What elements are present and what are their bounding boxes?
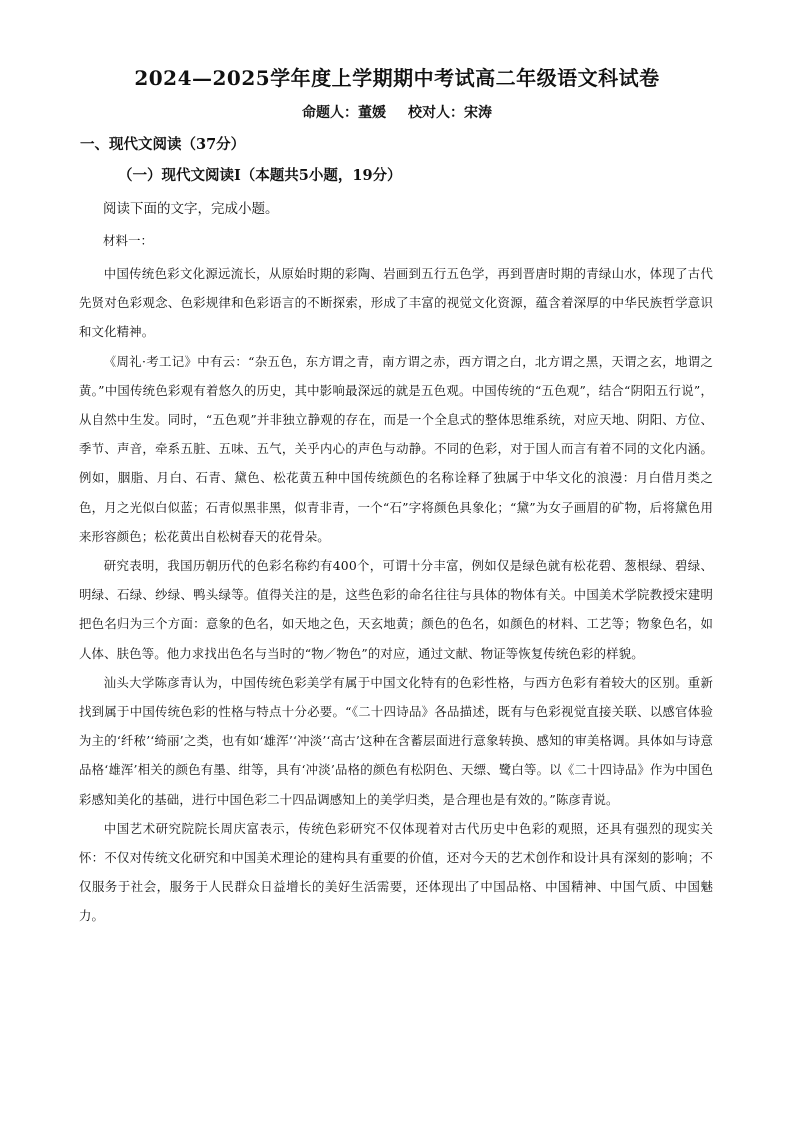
reviewer-name: 校对人：宋涛: [408, 105, 492, 121]
passage-body: [79, 259, 713, 931]
passage-paragraph: 中国艺术研究院院长周庆富表示，传统色彩研究不仅体现着对古代历史中色彩的观照，还具有强烈的现实关怀：不仅对传统文化研究和中国美术理论的建构具有重要的价值，还对今天的艺术创作和设计具有深刻的影响；不仅服务于社会，服务于人民群众日益增长的美好生活需要，还体现出了中国品格、中国精神、中国气质、中国魅力。: [79, 820, 713, 924]
exam-title: 2024—2025学年度上学期期中考试高二年级语文科试卷: [134, 66, 660, 90]
material-label: 材料一：: [103, 233, 154, 248]
subsection-heading: （一）现代文阅读Ⅰ（本题共5小题，19分）: [118, 167, 402, 184]
passage-paragraph: 汕头大学陈彦青认为，中国传统色彩美学有属于中国文化特有的色彩性格，与西方色彩有着较大的区别。重新找到属于中国传统色彩的性格与特点十分必要。“《二十四诗品》各品描述，既有与色彩视觉直接关联、以感官体验为主的‘纤秾’‘绮丽’之类，也有如‘雄浑’‘冲淡’‘高古’这种在含蓄层面进行意象转换、感知的审美格调。具体如与诗意品格‘雄浑’相关的颜色有墨、绀等，具有‘冲淡’品格的颜色有松阴色、天缥、鹭白等。以《二十四诗品》作为中国色彩感知美化的基础，进行中国色彩二十四品调感知上的美学归类，是合理也是有效的。”陈彦青说。: [79, 674, 713, 807]
passage-paragraph: 研究表明，我国历朝历代的色彩名称约有400个，可谓十分丰富，例如仅是绿色就有松花碧、葱根绿、碧绿、明绿、石绿、纱绿、鸭头绿等。值得关注的是，这些色彩的命名往往与具体的物体有关。中国美术学院教授宋建明把色名归为三个方面：意象的色名，如天地之色，天玄地黄；颜色的色名，如颜色的材料、工艺等；物象色名，如人体、肤色等。他力求找出色名与当时的“物／物色”的对应，通过文献、物证等恢复传统色彩的样貌。: [79, 558, 713, 661]
author-name: 命题人：董媛: [302, 105, 386, 121]
author-line: [0, 103, 794, 123]
passage-paragraph: 中国传统色彩文化源远流长，从原始时期的彩陶、岩画到五行五色学，再到晋唐时期的青绿山水，体现了古代先贤对色彩观念、色彩规律和色彩语言的不断探索，形成了丰富的视觉文化资源，蕴含着深厚的中华民族哲学意识和文化精神。: [79, 266, 713, 340]
reading-instruction: 阅读下面的文字，完成小题。: [103, 201, 279, 217]
passage-paragraph: 《周礼·考工记》中有云：“杂五色，东方谓之青，南方谓之赤，西方谓之白，北方谓之黑，天谓之玄，地谓之黄。”中国传统色彩观有着悠久的历史，其中影响最深远的就是五色观。中国传统的“五色观”，结合“阴阳五行说”，从自然中生发。同时，“五色观”并非独立静观的存在，而是一个全息式的整体思维系统，对应天地、阴阳、方位、季节、声音，牵系五脏、五味、五气，关乎内心的声色与动静。不同的色彩，对于国人而言有着不同的文化内涵。例如，胭脂、月白、石青、黛色、松花黄五种中国传统颜色的名称诠释了独属于中华文化的浪漫：月白借月类之色，月之光似白似蓝；石青似黑非黑，似青非青，一个“石”字将颜色具象化；“黛”为女子画眉的矿物，后将黛色用来形容颜色；松花黄出自松树春天的花骨朵。: [79, 353, 713, 544]
section-heading: 一、现代文阅读（37分）: [80, 136, 246, 153]
